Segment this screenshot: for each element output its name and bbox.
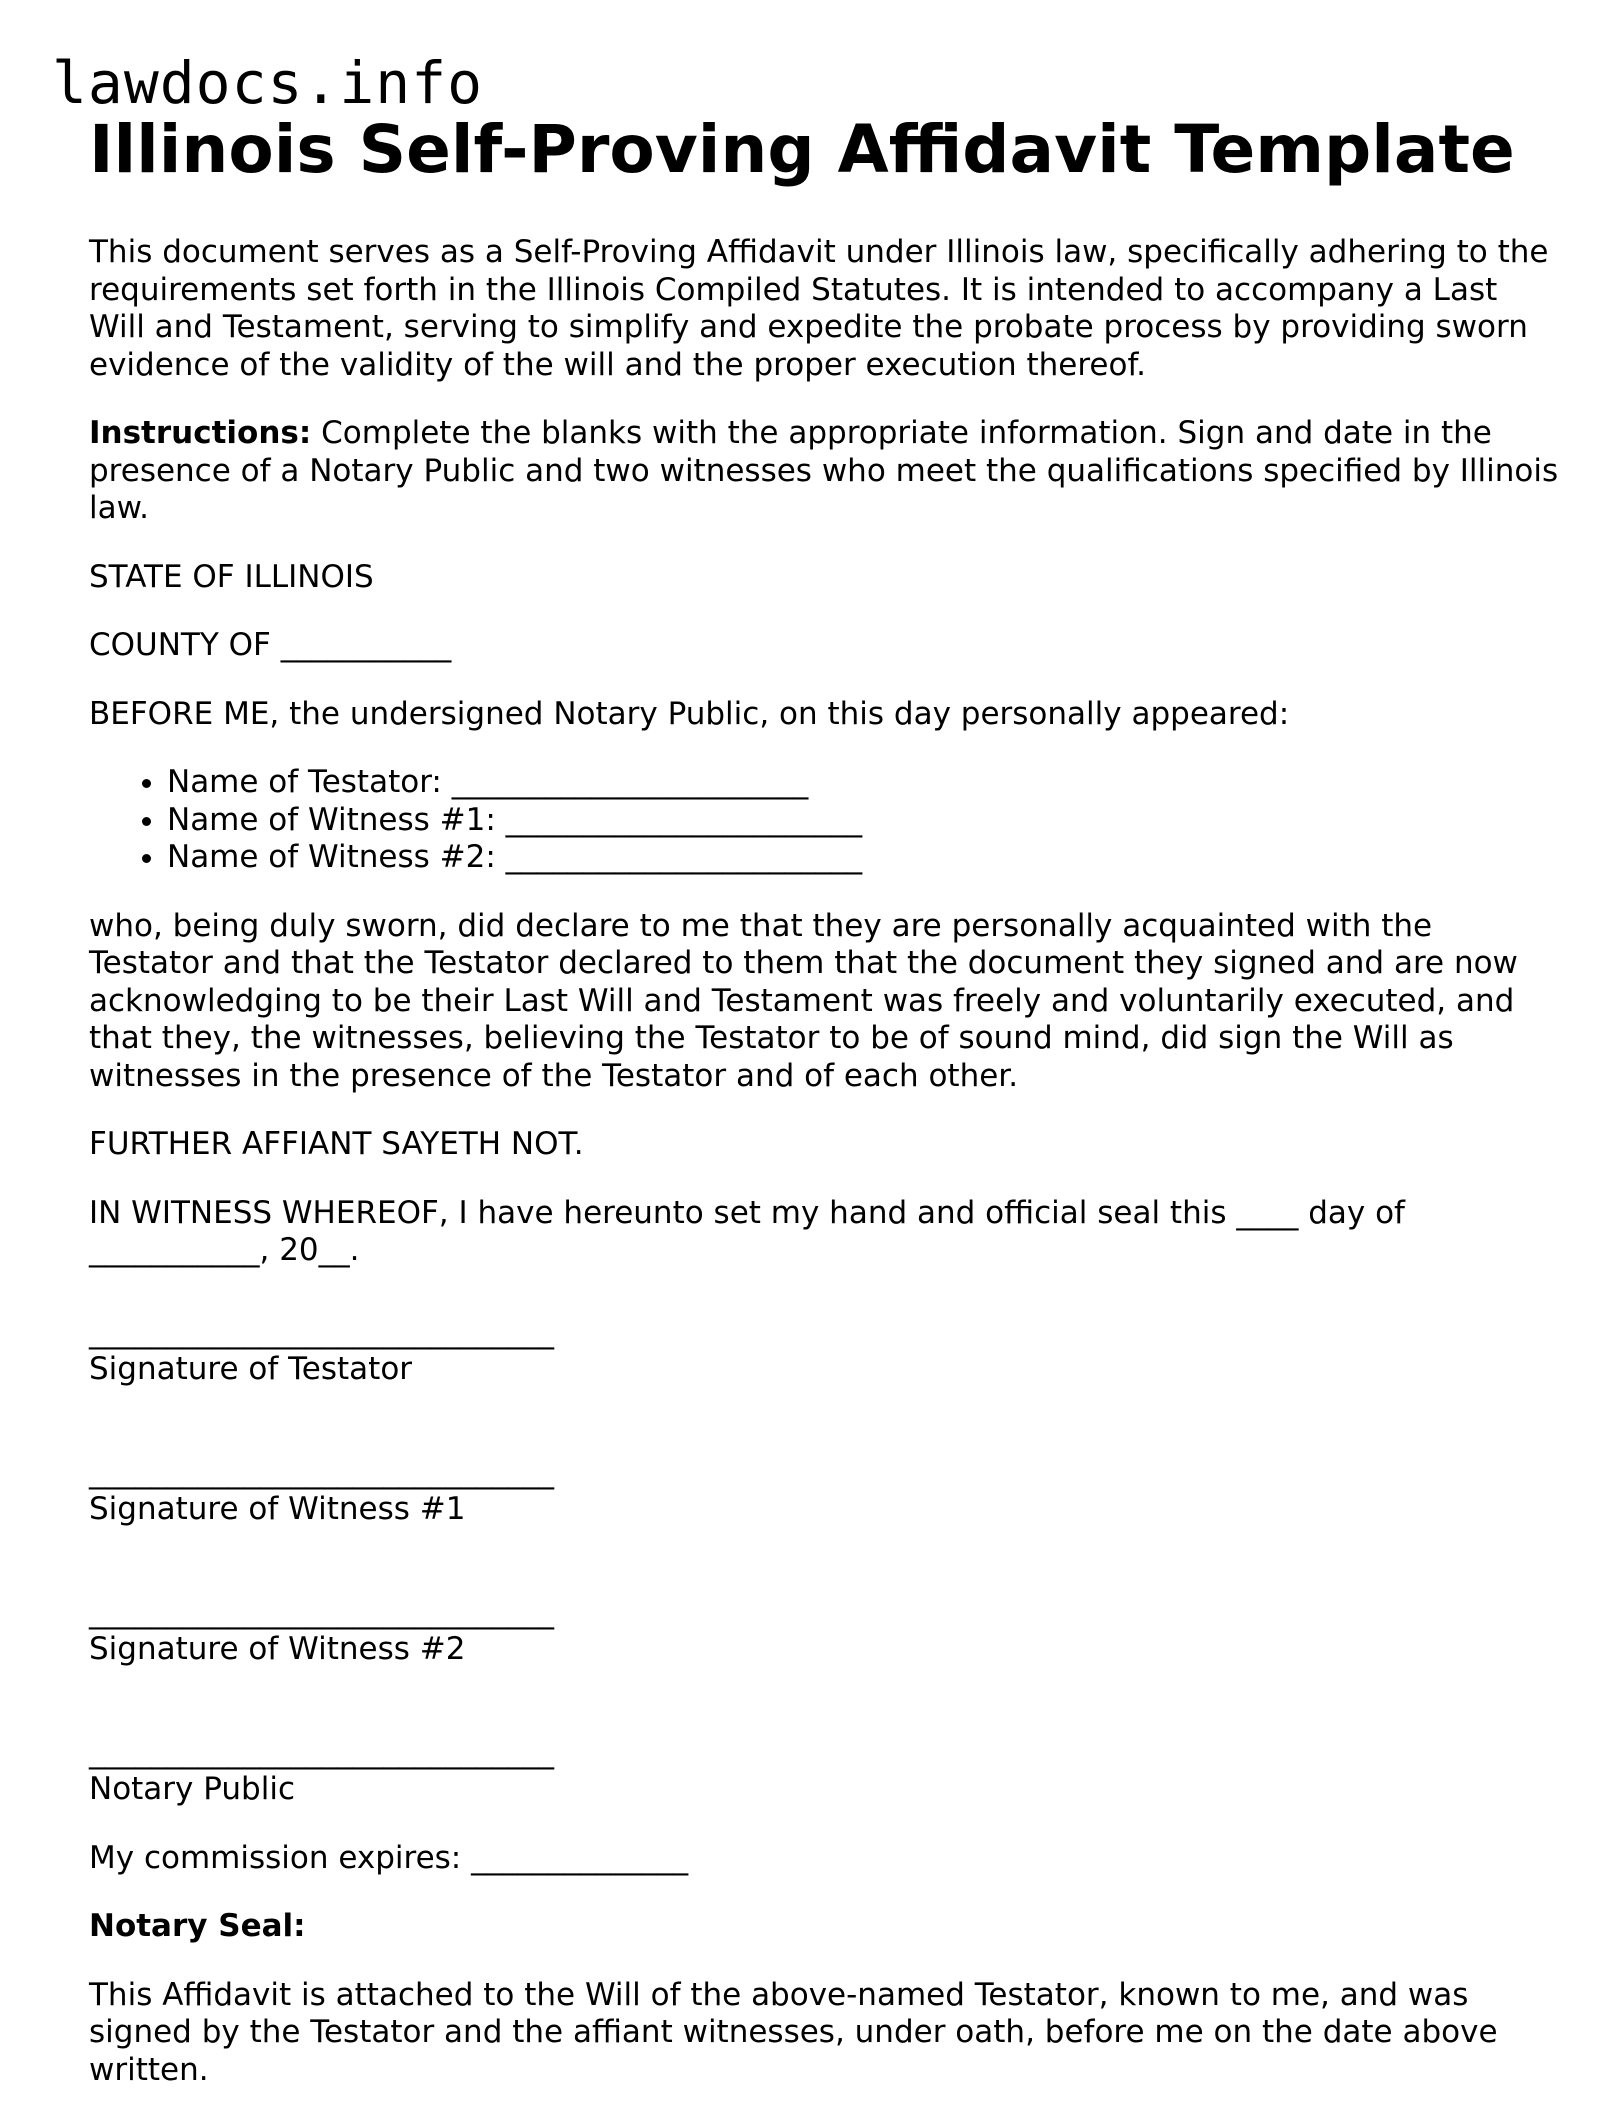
- testator-signature-block: [89, 1314, 1559, 1389]
- state-line: STATE OF ILLINOIS: [89, 558, 374, 595]
- persons-list: [89, 764, 1559, 877]
- signature-line: ______________________________: [89, 1733, 554, 1770]
- instructions-paragraph: [89, 415, 1559, 528]
- list-item-witness-2-name: • Name of Witness #2: _______________________: [167, 839, 1559, 877]
- list-item-testator-name: • Name of Testator: _______________________: [167, 764, 1559, 802]
- signature-line: ______________________________: [89, 1453, 554, 1490]
- notary-signature-block: [89, 1734, 1559, 1809]
- declaration-paragraph: who, being duly sworn, did declare to me that they are personally acquainted with the Testator and that the Testator declared to them that the document they signed and are now acknowledging to be their Last Will and Testament was freely and voluntarily executed, and that they, the witnesses, believing the Testator to be of sound mind, did sign the Will as witnesses in the presence of the Testator and of each other.: [89, 907, 1518, 1094]
- witness-1-signature-block: [89, 1454, 1559, 1529]
- signature-label: Notary Public: [89, 1771, 295, 1807]
- document-body: [89, 110, 1559, 2120]
- notary-seal-heading: [89, 1908, 1559, 1946]
- list-item-witness-1-name: • Name of Witness #1: _______________________: [167, 802, 1559, 840]
- closing-paragraph: This Affidavit is attached to the Will of the above-named Testator, known to me, and was signed by the Testator and the affiant witnesses, under oath, before me on the date above written.: [89, 1976, 1498, 2088]
- signature-line: ______________________________: [89, 1313, 554, 1350]
- document-title: Illinois Self-Proving Affidavit Template: [89, 111, 1515, 188]
- signature-label: Signature of Testator: [89, 1351, 413, 1387]
- site-watermark: lawdocs.info: [52, 49, 484, 117]
- in-witness-paragraph: IN WITNESS WHEREOF, I have hereunto set my hand and official seal this ____ day of ___________, 20__.: [89, 1194, 1405, 1268]
- witness-2-signature-block: [89, 1594, 1559, 1669]
- signature-line: ______________________________: [89, 1593, 554, 1630]
- intro-paragraph: This document serves as a Self-Proving Affidavit under Illinois law, specifically adhering to the requirements set forth in the Illinois Compiled Statutes. It is intended to accompany a Last Will and Testament, serving to simplify and expedite the probate process by providing sworn evidence of the validity of the will and the proper execution thereof.: [89, 234, 1549, 383]
- signature-label: Signature of Witness #1: [89, 1491, 466, 1527]
- instructions-label: Instructions:: [89, 415, 312, 451]
- county-line: COUNTY OF ___________: [89, 627, 452, 663]
- before-me-paragraph: BEFORE ME, the undersigned Notary Public, on this day personally appeared:: [89, 695, 1290, 732]
- signature-label: Signature of Witness #2: [89, 1631, 466, 1667]
- notary-seal-label: Notary Seal:: [89, 1908, 306, 1944]
- instructions-text: Complete the blanks with the appropriate information. Sign and date in the presence of a Notary Public and two witnesses who meet the qualifications specified by Illinois law.: [89, 415, 1559, 526]
- commission-expires-line: My commission expires: ______________: [89, 1839, 689, 1876]
- further-affiant-line: FURTHER AFFIANT SAYETH NOT.: [89, 1126, 584, 1162]
